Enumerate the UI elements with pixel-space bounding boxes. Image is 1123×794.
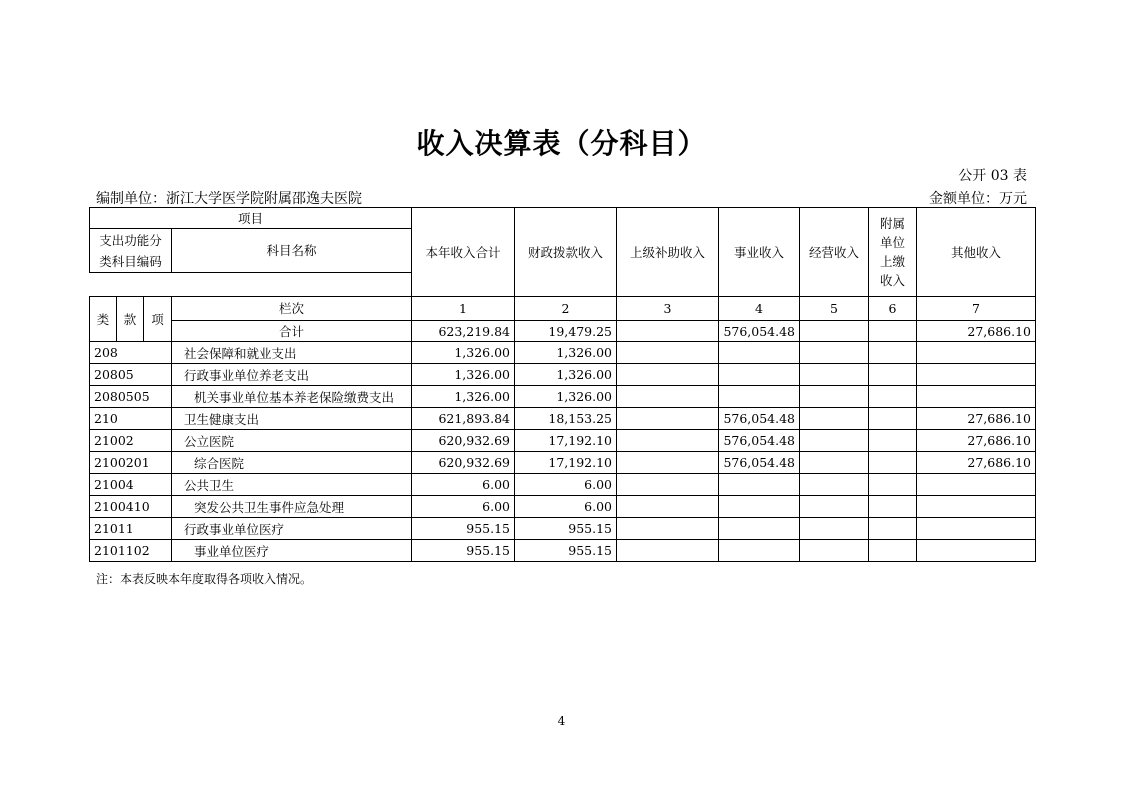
col-num-1: 1	[412, 297, 515, 321]
row-fiscal: 1,326.00	[515, 386, 617, 408]
row-code: 21011	[90, 518, 172, 540]
row-affiliated	[869, 452, 917, 474]
row-fiscal: 1,326.00	[515, 364, 617, 386]
row-superior	[617, 408, 719, 430]
row-code: 210	[90, 408, 172, 430]
row-superior	[617, 386, 719, 408]
header-total: 本年收入合计	[412, 208, 515, 297]
header-item: 项目	[90, 208, 412, 229]
row-affiliated	[869, 430, 917, 452]
row-operation	[800, 364, 869, 386]
row-business	[719, 386, 800, 408]
row-fiscal: 955.15	[515, 540, 617, 562]
row-other	[917, 364, 1036, 386]
row-business: 576,054.48	[719, 408, 800, 430]
header-xiang: 项	[144, 297, 172, 342]
row-operation	[800, 540, 869, 562]
page-title: 收入决算表（分科目）	[416, 127, 707, 160]
row-other	[917, 540, 1036, 562]
row-subject-name: 机关事业单位基本养老保险缴费支出	[172, 386, 412, 408]
header-operation: 经营收入	[800, 208, 869, 297]
col-num-2: 2	[515, 297, 617, 321]
row-superior	[617, 474, 719, 496]
total-row-total: 623,219.84	[412, 321, 515, 342]
row-superior	[617, 364, 719, 386]
row-fiscal: 18,153.25	[515, 408, 617, 430]
row-code: 20805	[90, 364, 172, 386]
row-other	[917, 496, 1036, 518]
row-business	[719, 342, 800, 364]
row-business	[719, 364, 800, 386]
row-total: 620,932.69	[412, 430, 515, 452]
col-num-7: 7	[917, 297, 1036, 321]
header-other: 其他收入	[917, 208, 1036, 297]
col-num-5: 5	[800, 297, 869, 321]
row-business	[719, 518, 800, 540]
row-total: 6.00	[412, 496, 515, 518]
header-lanci: 栏次	[172, 297, 412, 321]
income-table	[89, 207, 1036, 562]
row-operation	[800, 342, 869, 364]
row-code: 2101102	[90, 540, 172, 562]
row-subject-name: 事业单位医疗	[172, 540, 412, 562]
table-row	[90, 496, 1036, 518]
row-total: 955.15	[412, 540, 515, 562]
row-affiliated	[869, 540, 917, 562]
header-func-code: 支出功能分类科目编码	[90, 229, 172, 273]
table-row	[90, 518, 1036, 540]
row-subject-name: 公立医院	[172, 430, 412, 452]
table-row	[90, 540, 1036, 562]
header-affiliated: 附属单位上缴收入	[869, 208, 917, 297]
row-operation	[800, 430, 869, 452]
row-superior	[617, 430, 719, 452]
row-total: 1,326.00	[412, 342, 515, 364]
row-superior	[617, 518, 719, 540]
row-other: 27,686.10	[917, 408, 1036, 430]
row-other: 27,686.10	[917, 430, 1036, 452]
table-row	[90, 364, 1036, 386]
row-affiliated	[869, 342, 917, 364]
row-operation	[800, 474, 869, 496]
row-total: 620,932.69	[412, 452, 515, 474]
row-fiscal: 1,326.00	[515, 342, 617, 364]
row-code: 2080505	[90, 386, 172, 408]
row-other	[917, 518, 1036, 540]
row-subject-name: 行政事业单位医疗	[172, 518, 412, 540]
row-operation	[800, 518, 869, 540]
row-total: 621,893.84	[412, 408, 515, 430]
row-operation	[800, 496, 869, 518]
row-fiscal: 6.00	[515, 496, 617, 518]
row-superior	[617, 452, 719, 474]
row-affiliated	[869, 408, 917, 430]
row-total: 955.15	[412, 518, 515, 540]
header-subject-name: 科目名称	[172, 229, 412, 273]
table-row	[90, 430, 1036, 452]
col-num-3: 3	[617, 297, 719, 321]
row-fiscal: 17,192.10	[515, 452, 617, 474]
page-number: 4	[557, 714, 566, 728]
total-row-other: 27,686.10	[917, 321, 1036, 342]
row-superior	[617, 540, 719, 562]
row-other: 27,686.10	[917, 452, 1036, 474]
row-subject-name: 卫生健康支出	[172, 408, 412, 430]
row-code: 21004	[90, 474, 172, 496]
row-total: 1,326.00	[412, 386, 515, 408]
row-subject-name: 突发公共卫生事件应急处理	[172, 496, 412, 518]
table-note: 注：本表反映本年度取得各项收入情况。	[96, 572, 313, 586]
total-row-superior	[617, 321, 719, 342]
row-other	[917, 474, 1036, 496]
row-affiliated	[869, 496, 917, 518]
table-row	[90, 474, 1036, 496]
row-business: 576,054.48	[719, 430, 800, 452]
table-row	[90, 452, 1036, 474]
row-affiliated	[869, 474, 917, 496]
row-total: 6.00	[412, 474, 515, 496]
table-row	[90, 342, 1036, 364]
row-code: 21002	[90, 430, 172, 452]
row-fiscal: 6.00	[515, 474, 617, 496]
row-business	[719, 540, 800, 562]
total-row-business: 576,054.48	[719, 321, 800, 342]
total-row-fiscal: 19,479.25	[515, 321, 617, 342]
row-operation	[800, 408, 869, 430]
row-superior	[617, 342, 719, 364]
row-business	[719, 474, 800, 496]
row-affiliated	[869, 364, 917, 386]
row-total: 1,326.00	[412, 364, 515, 386]
header-lei: 类	[90, 297, 117, 342]
amount-unit-label: 金额单位：万元	[929, 191, 1027, 207]
row-code: 2100410	[90, 496, 172, 518]
row-subject-name: 公共卫生	[172, 474, 412, 496]
row-code: 2100201	[90, 452, 172, 474]
row-business	[719, 496, 800, 518]
row-fiscal: 955.15	[515, 518, 617, 540]
row-operation	[800, 386, 869, 408]
table-row	[90, 408, 1036, 430]
row-operation	[800, 452, 869, 474]
total-row-operation	[800, 321, 869, 342]
header-fiscal: 财政拨款收入	[515, 208, 617, 297]
form-number: 公开 03 表	[958, 168, 1027, 184]
header-kuan: 款	[117, 297, 144, 342]
row-affiliated	[869, 386, 917, 408]
row-superior	[617, 496, 719, 518]
row-fiscal: 17,192.10	[515, 430, 617, 452]
header-business: 事业收入	[719, 208, 800, 297]
row-affiliated	[869, 518, 917, 540]
row-subject-name: 综合医院	[172, 452, 412, 474]
row-subject-name: 社会保障和就业支出	[172, 342, 412, 364]
col-num-4: 4	[719, 297, 800, 321]
col-num-6: 6	[869, 297, 917, 321]
row-other	[917, 386, 1036, 408]
header-superior: 上级补助收入	[617, 208, 719, 297]
row-business: 576,054.48	[719, 452, 800, 474]
total-row-label: 合计	[172, 321, 412, 342]
row-subject-name: 行政事业单位养老支出	[172, 364, 412, 386]
organization-label: 编制单位：浙江大学医学院附属邵逸夫医院	[96, 191, 362, 207]
row-code: 208	[90, 342, 172, 364]
table-row	[90, 386, 1036, 408]
row-other	[917, 342, 1036, 364]
total-row-affiliated	[869, 321, 917, 342]
